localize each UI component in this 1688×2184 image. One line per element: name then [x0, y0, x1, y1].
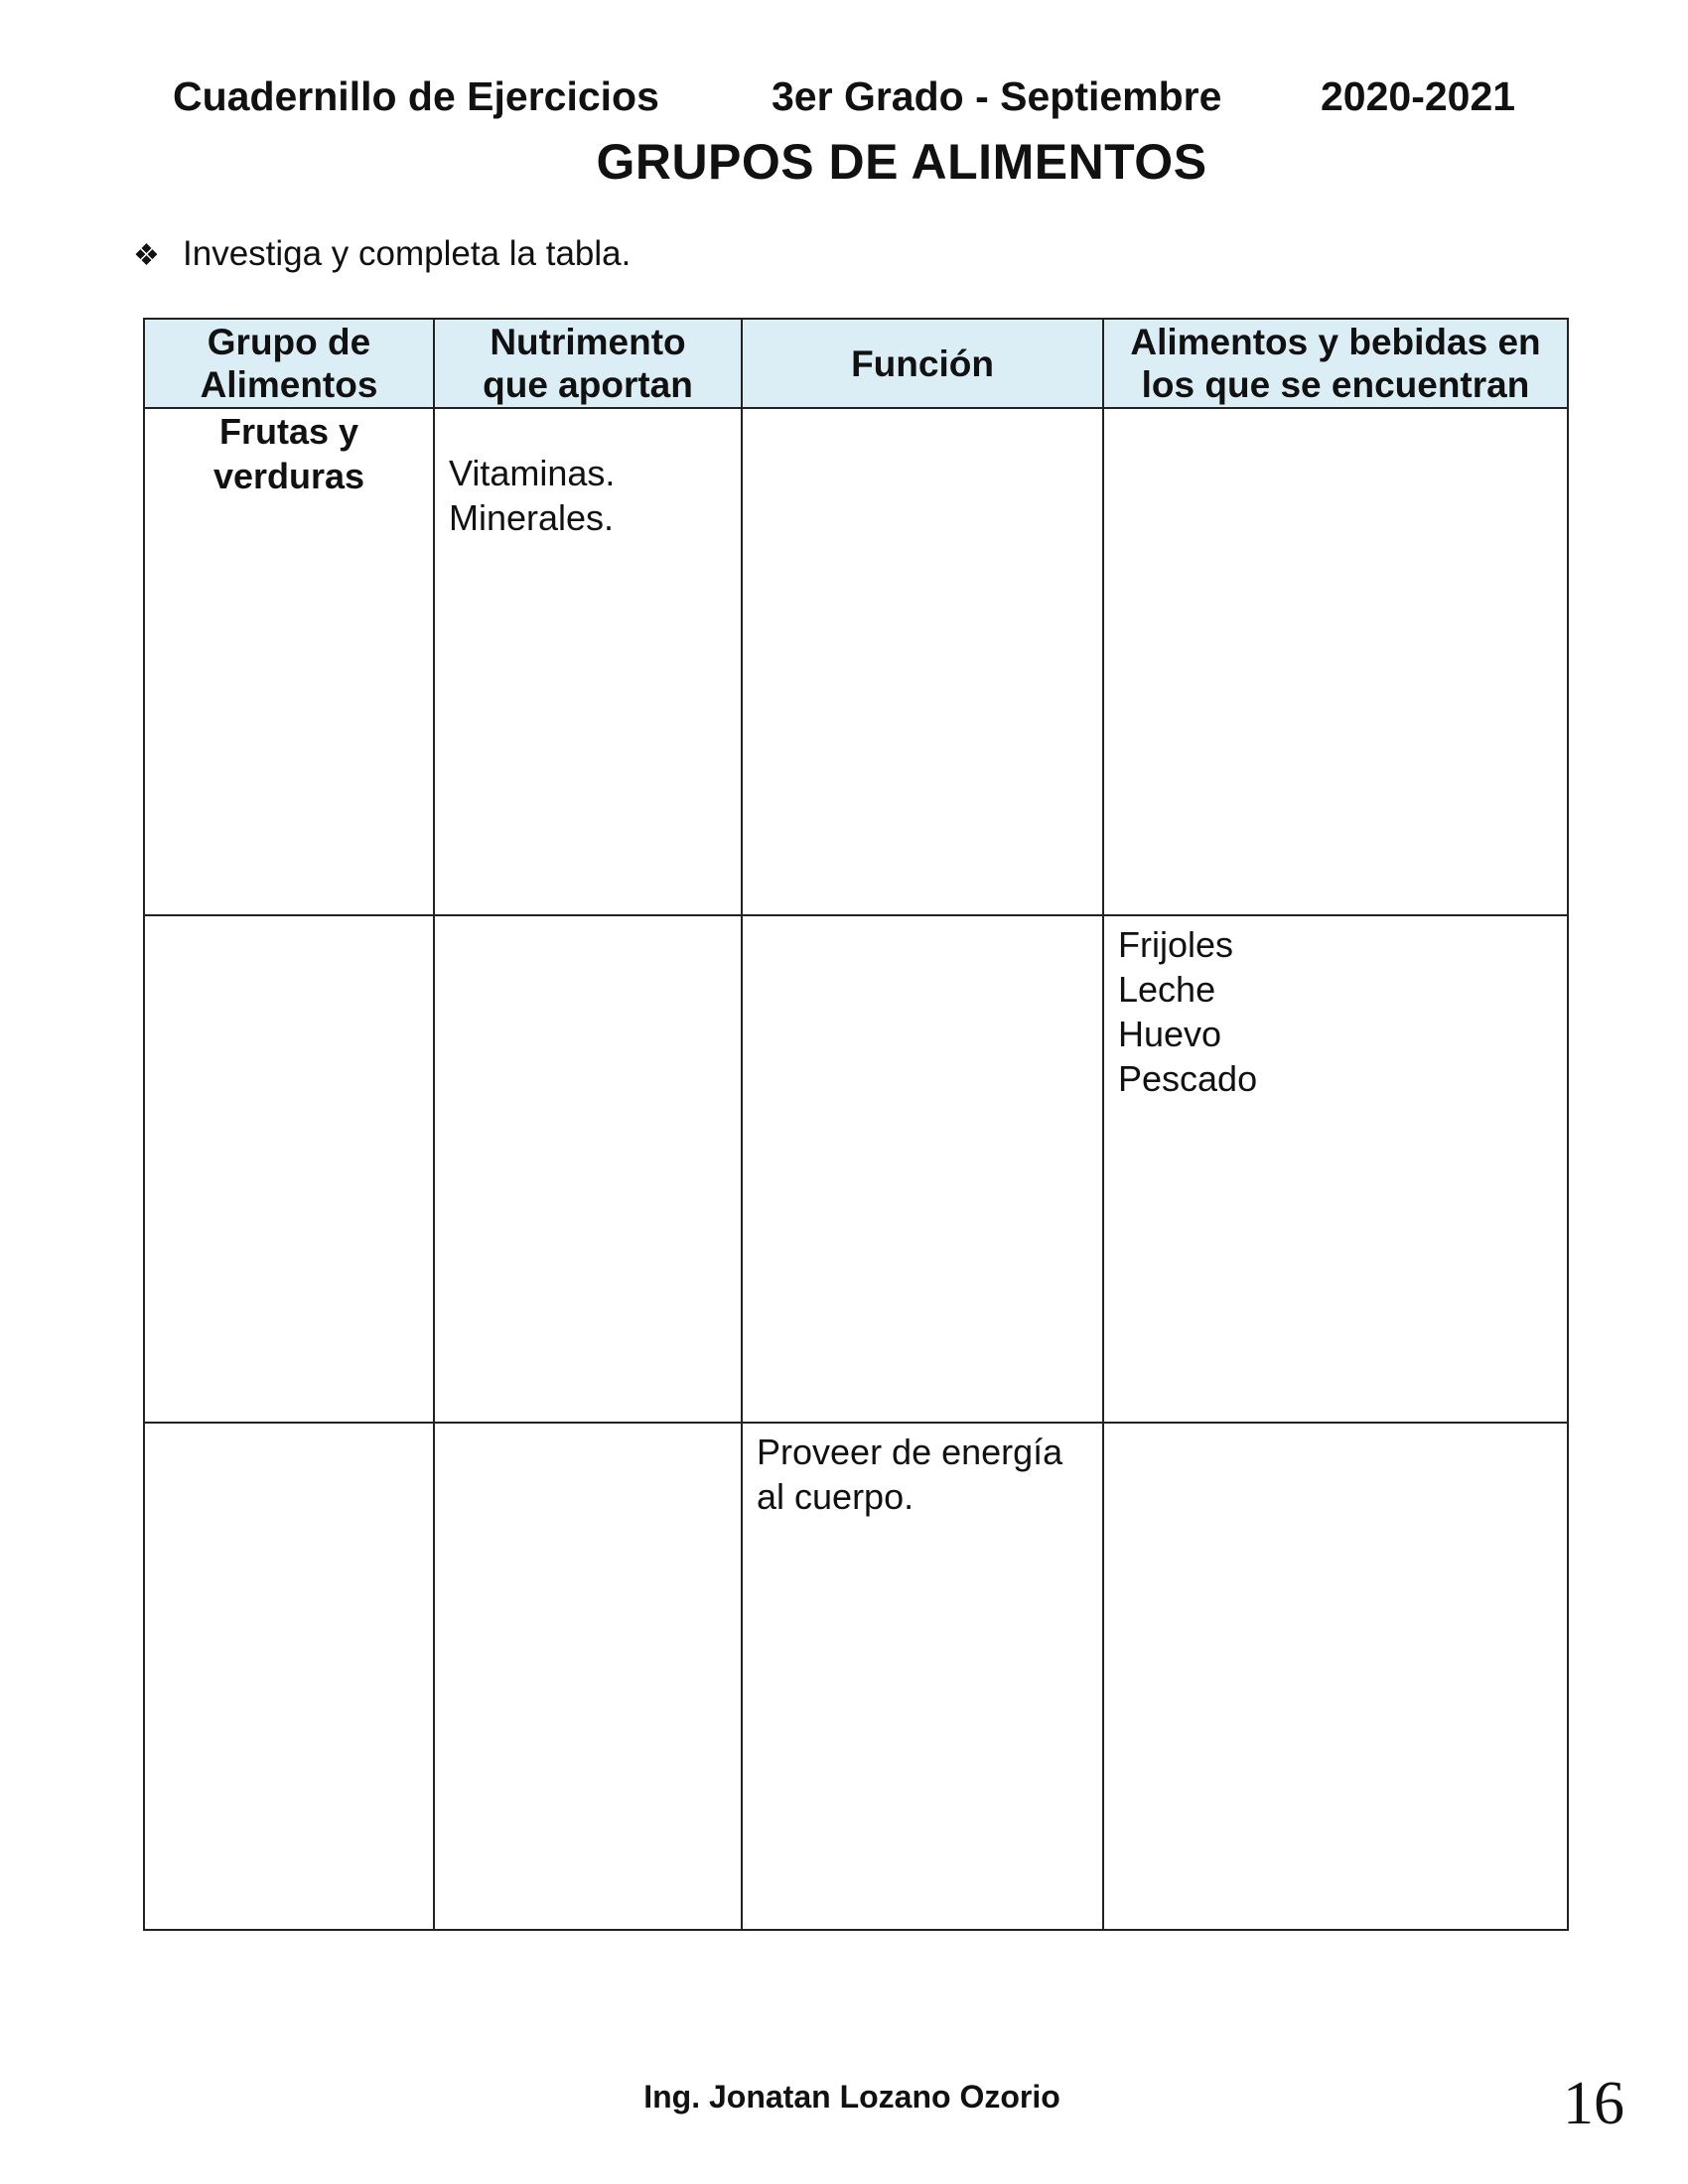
- instruction: [133, 234, 631, 274]
- nutrient-cell[interactable]: [434, 915, 742, 1423]
- instruction-text: Investiga y completa la tabla.: [183, 234, 632, 273]
- food-groups-table: [143, 318, 1569, 1931]
- group-cell[interactable]: [144, 1423, 434, 1930]
- diamond-bullet-icon: ❖: [133, 239, 160, 272]
- foods-cell[interactable]: [1103, 1423, 1568, 1930]
- function-cell[interactable]: [742, 915, 1103, 1423]
- page-header: [0, 73, 1688, 133]
- header-workbook-title: Cuadernillo de Ejercicios: [173, 73, 659, 119]
- page-number: 16: [1563, 2070, 1624, 2137]
- table-row: [144, 915, 1568, 1423]
- foods-cell[interactable]: Frijoles Leche Huevo Pescado: [1103, 915, 1568, 1423]
- page-title: GRUPOS DE ALIMENTOS: [596, 134, 1207, 190]
- foods-cell[interactable]: [1103, 408, 1568, 915]
- header-nutrient: Nutrimento que aportan: [434, 319, 742, 408]
- group-cell[interactable]: [144, 915, 434, 1423]
- group-cell[interactable]: Frutas y verduras: [144, 408, 434, 915]
- table-row: [144, 408, 1568, 915]
- table-row: [144, 1423, 1568, 1930]
- header-group: Grupo de Alimentos: [144, 319, 434, 408]
- header-grade-month: 3er Grado - Septiembre: [772, 73, 1222, 119]
- function-cell[interactable]: [742, 408, 1103, 915]
- function-cell[interactable]: Proveer de energía al cuerpo.: [742, 1423, 1103, 1930]
- nutrient-cell[interactable]: [434, 1423, 742, 1930]
- footer-author: Ing. Jonatan Lozano Ozorio: [643, 2079, 1060, 2115]
- nutrient-cell[interactable]: Vitaminas. Minerales.: [434, 408, 742, 915]
- table-header-row: [144, 319, 1568, 408]
- header-school-year: 2020-2021: [1321, 73, 1516, 119]
- header-foods: Alimentos y bebidas en los que se encuentran: [1103, 319, 1568, 408]
- header-function: Función: [742, 319, 1103, 408]
